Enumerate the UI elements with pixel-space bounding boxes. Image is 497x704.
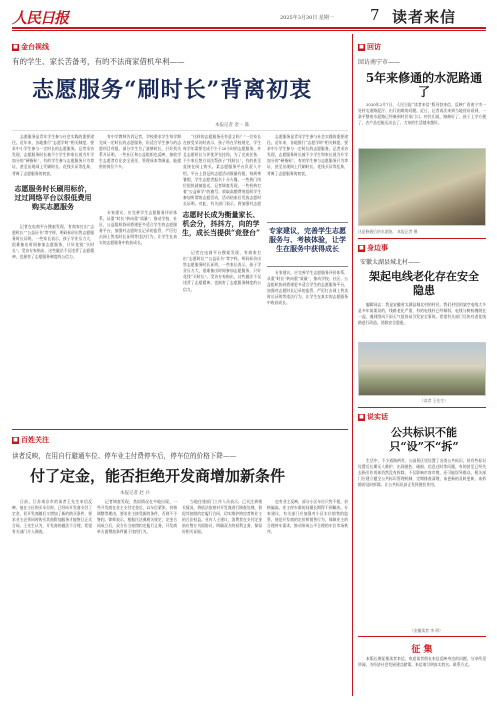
opinion-tag <box>358 412 388 422</box>
story1-col3-body: “这样的志愿服务还有意义吗？”一位家长在接受采访时表示，孩子所在学校规定，学生每学年需要完成不少于20小时的志愿服务，并且志愿时长与评优评先挂钩。为了完成任务，不少家长想方设法帮孩子“找时长”，有的甚至直接在网上购买。某志愿服务平台负责人介绍，平台上登记的志愿活动数量有限，每到寒暑假，学生志愿者报名十分火爆，一些热门岗位很快就被抢光。记者调查发现，一些机构打着“公益研学”的旗号，收取高额费用组织学生参加所谓的志愿活动，活动结束后发放志愿时长证明。对此，有关部门表示，将加强对志愿 <box>183 134 261 206</box>
story1-col2-body2: 专家建议，应完善学生志愿服务评价体系，从重“时长”转向重“质量”，推动学校、社区、公益组织协同搭建更多适合学生的志愿服务平台，加强对志愿时长记录的监管，严厉打击网上售卖时长证明等违法行为，让学生在真实的志愿服务中收获成长。 <box>99 210 177 246</box>
tag-marker-icon: ■ <box>359 413 364 420</box>
story2-col2: 记者调查发现，类似情况在多地出现。一些开发商在业主支付定金后，以车位紧张、价格调整等理由，要求业主接受新的条件，否则不予签约。律师表示，根据民法典相关规定，定金合同成立后，双方应当按照约定履行义务，开发商单方面增加条件属于违约行为。 <box>97 499 177 535</box>
call-body: 本版长期征集读者来信，欢迎读者朋友来信反映身边的问题，分享所见所闻，为经济社会发展建言献策。来信请写明真实姓名、联系方式。 <box>358 656 486 668</box>
revisit-tag-label: 回访 <box>367 42 381 51</box>
story2-byline: 本报记者 赵 兵 <box>120 491 150 496</box>
local-tag <box>358 243 388 253</box>
story1-col1-body: 记者在电商平台搜索发现，有商家打出“志愿时长”“公益证书”等字样，明码标价出售志愿服务时长证明。一些家长表示，孩子学业压力大，很难抽出时间参加志愿服务，只好花钱“买时长”。受访专家指出，这些做法不仅违背了志愿精神，也损害了志愿服务制度的公信力。 <box>12 224 94 260</box>
story1-tag-label: 金台视线 <box>21 42 49 51</box>
road-photo <box>358 148 486 226</box>
story2-kicker: 读者反映，在用自行避通车位、停车业主付费停车后，停车位的价格下降—— <box>12 452 237 460</box>
pull-quote-rule-bottom <box>267 266 348 267</box>
newspaper-logo: 人民日报 <box>12 9 69 27</box>
local-body: 编辑同志：我是安徽省太湖县城北村的村民。我们村里的架空电线大多是多年前架设的，线路老化严重，有的电线杆已经倾斜，电线与树枝缠绕在一起，遇到刮风下雨天气很容易引发安全事故。希望有关部门尽快对老化线路进行改造，消除安全隐患。 <box>358 302 486 326</box>
story1-col3-body2: 记者在电商平台搜索发现，有商家打出“志愿时长”“公益证书”等字样，明码标价出售志愿服务时长证明。一些家长表示，孩子学业压力大，很难抽出时间参加志愿服务，只好花钱“买时长”。受访专家指出，这些做法不仅违背了志愿精神，也损害了志愿服务制度的公信力。 <box>183 250 261 292</box>
right-divider-2 <box>358 407 486 408</box>
local-kicker: 安徽太湖县城北村—— <box>360 259 421 266</box>
local-headline: 架起电线老化存在安全隐患 <box>369 270 479 297</box>
story1-subhead-left: 志愿服务时长刷用标价，过过网络平台以很低费用购买志愿服务 <box>14 184 92 211</box>
story1-kicker: 有的学生、家长苦备考，有的不法商家借机牟利—— <box>12 57 185 66</box>
road-photo-caption: 这是修通后的水泥路。 本报记者 摄 <box>358 229 418 234</box>
revisit-headline: 5年来修通的水泥路通了 <box>365 71 483 99</box>
story1-col1-intro: 志愿服务是青年学生参与社会实践的重要途径。近年来，各地推行“志愿学时”相关制度，要求中小学生参与一定时长的志愿服务。记者采访发现，志愿服务时长被不少学生和家长视为升学加分的“硬指标”，有的学生参与志愿服务只为拿证，甚至出现网上代刷时长、花钱买证等乱象，背离了志愿服务的初衷。 <box>12 134 94 176</box>
section-title: 读者来信 <box>392 8 457 26</box>
page-number: 7 <box>370 6 380 24</box>
masthead-rule <box>12 27 486 29</box>
tag-marker-icon: ■ <box>13 436 18 443</box>
story1-byline: 本报记者 金一 陈 <box>215 123 250 128</box>
tag-marker-icon: ■ <box>359 43 364 50</box>
column-divider <box>352 34 353 696</box>
opinion-byline: （安徽读者 李 明） <box>410 628 443 633</box>
local-byline: （读者 王先生） <box>420 398 448 403</box>
story2-headline: 付了定金，能否拒绝开发商增加新条件 <box>30 467 286 485</box>
story2-col4: 也有业主反映，部分小区车位只售不租，价格偏高，业主停车难的问题长期得不到解决。专家建议，有关部门应加强对小区车位销售的监管，规范开发商的定价和销售行为，保障业主的合理停车需求，推动形成公平合理的车位市场秩序。 <box>267 499 348 535</box>
pull-quote-rule-top <box>267 222 348 223</box>
revisit-kicker: 回访南宁市—— <box>358 59 401 66</box>
story2-col1: 日前，江苏南京市的读者王先生来信反映，他在小区购买车位时，已经向开发商支付了定金，但开发商随后又增加了新的购买条件，要求业主必须同时购买其他附加服务才能签订正式合同。王先生认为，开发商的做法不合理，希望有关部门介入调查。 <box>12 499 92 535</box>
story1-col2-body: 有中学教师告诉记者，学校要求学生每学期完成一定时长的志愿服务，但适合学生参与的志愿项目有限，部分学生为了凑够时长，只好找关系开证明。一些社区和公益组织也反映，接收学生志愿者存在安全责任、管理成本等顾虑，能提供的岗位不多。 <box>99 134 181 170</box>
story1-tag <box>12 42 49 52</box>
story2-tag-label: 百姓关注 <box>21 435 49 444</box>
call-headline: 征 集 <box>411 645 433 655</box>
tag-marker-icon: ■ <box>13 43 18 50</box>
right-divider-1 <box>358 238 486 239</box>
wires-photo <box>358 342 486 396</box>
story2-tag <box>12 435 49 445</box>
opinion-headline: 公共标识不能只“设”不“拆” <box>389 426 459 453</box>
story1-col4-body2: 专家建议，应完善学生志愿服务评价体系，从重“时长”转向重“质量”，推动学校、社区、公益组织协同搭建更多适合学生的志愿服务平台，加强对志愿时长记录的监管，严厉打击网上售卖时长证明等违法行为，让学生在真实的志愿服务中收获成长。 <box>267 270 348 306</box>
opinion-tag-label: 说实话 <box>367 412 388 421</box>
story1-headline: 志愿服务“刷时长”背离初衷 <box>32 77 313 103</box>
story1-col4-body: 志愿服务是青年学生参与社会实践的重要途径。近年来，各地推行“志愿学时”相关制度，要求中小学生参与一定时长的志愿服务。记者采访发现，志愿服务时长被不少学生和家长视为升学加分的“硬指标”，有的学生参与志愿服务只为拿证，甚至出现网上代刷时长、花钱买证等乱象，背离了志愿服务的初衷。 <box>267 134 348 176</box>
story1-head-rule <box>12 130 348 131</box>
story1-subhead-mid: 志愿时长成为衡量家长、机会分，抖抖方，向的学生，成长当提供“竞登台” <box>181 210 261 237</box>
tag-marker-icon: ■ <box>359 244 364 251</box>
issue-date: 2025年3月30日 星期一 <box>280 15 334 21</box>
revisit-body: 2020年2月7日，人民日报“读者来信”版刊登来信，反映广西南宁市一处村屯道路泥泞、出行困难的问题。近日，记者再次来到当地回访看到，一条平整的水泥路已经修到村民家门口。村民们说，路修好了，孩子上学方便了，农产品也能运出去了，大家的生活越来越好。 <box>358 102 486 126</box>
story-divider <box>12 429 348 430</box>
story2-col3: 当地住建部门工作人员表示，已关注到相关情况，将依法依规对开发商进行调查处理，督促其按照约定履行合同，切实维护购房者和业主的合法权益。业内人士建议，消费者在支付定金前应签订书面协议，明确双方的权利义务，保留好相关证据。 <box>182 499 262 535</box>
local-tag-label: 身边事 <box>367 243 388 252</box>
right-divider-3 <box>358 636 486 637</box>
revisit-tag <box>358 42 381 52</box>
opinion-body: 生活中，不少道路两旁、公园景区里设置了各类公共标识，但有些标识设置后长期无人维护，出现褪色、破损、信息过时等问题，有的甚至已经失去指引作用却仍然没有拆除，不仅影响市容市貌，还可能误导群众。相关部门应建立健全公共标识管理机制，定期排查清理，该更新的及时更新，该拆除的及时拆除，让公共标识真正发挥便民作用。 <box>358 458 486 488</box>
story1-pull-quote: 专家建议，完善学生志愿服务与、考核体验，让学生在服务中获得成长 <box>269 226 346 253</box>
masthead-rule-thin <box>12 30 486 31</box>
